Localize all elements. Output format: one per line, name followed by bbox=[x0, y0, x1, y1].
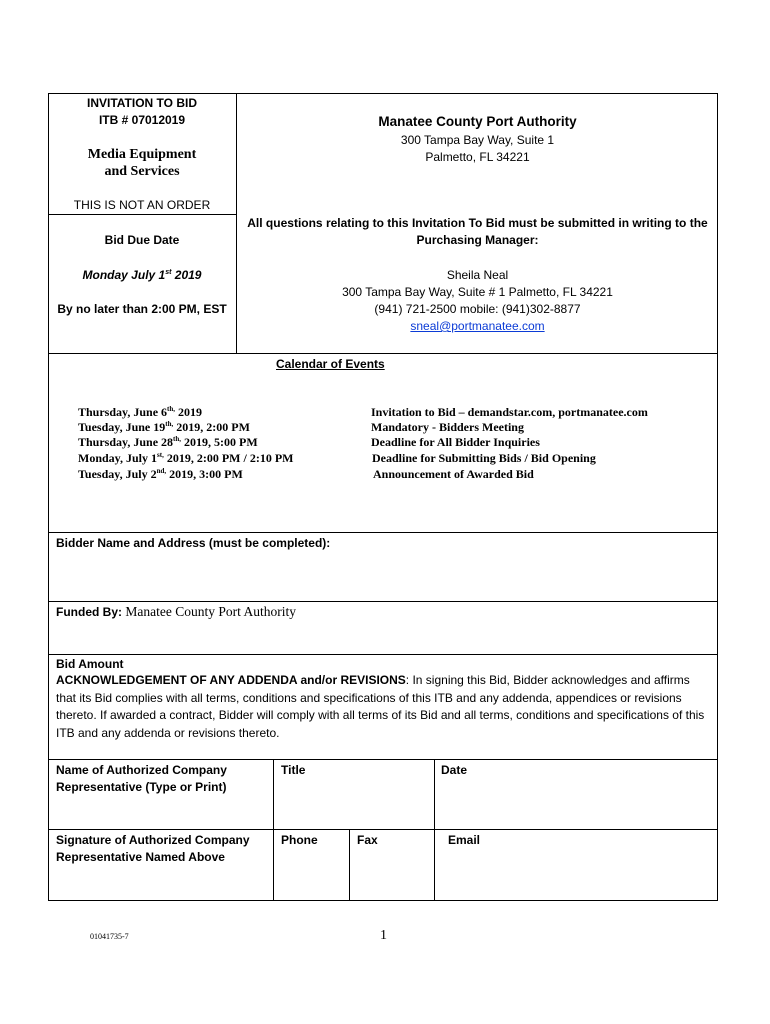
title-column-rule bbox=[273, 759, 274, 901]
bid-due-date: Monday July 1st 2019 bbox=[82, 268, 202, 282]
bidder-bottom-rule bbox=[48, 601, 718, 602]
rep-name-label-line1: Name of Authorized Company bbox=[56, 763, 227, 777]
ack-bottom-rule bbox=[48, 759, 718, 760]
document-number: 01041735-7 bbox=[90, 932, 129, 941]
event-date-2: Tuesday, June $19^{th,}$ 2019, 2:00 PM bbox=[78, 420, 250, 434]
email-column-rule bbox=[434, 829, 435, 901]
event-description-5: Announcement of Awarded Bid bbox=[373, 467, 534, 481]
calendar-heading: Calendar of Events bbox=[276, 357, 385, 371]
signature-row-rule bbox=[48, 829, 718, 830]
itb-number: ITB # 07012019 bbox=[98, 113, 186, 127]
acknowledgement-paragraph: ACKNOWLEDGEMENT OF ANY ADDENDA and/or REVISIONS: In signing this Bid, Bidder acknowledges and affirms that its Bid complies with all terms, conditions and specifications of this ITB and any addenda, appendices or revisions thereto. If awarded a contract, Bidder will comply with all terms of its Bid and all terms, conditions and specifications of this ITB and any addenda or revisions thereto. bbox=[56, 673, 705, 740]
contact-phones: (941) 721-2500 mobile: (941)302-8877 bbox=[374, 302, 581, 316]
event-date-1: Thursday, June $6^{th,}$ 2019 bbox=[78, 405, 203, 419]
bidder-input-area[interactable] bbox=[52, 553, 712, 597]
not-an-order: THIS IS NOT AN ORDER bbox=[73, 198, 211, 212]
date-field[interactable] bbox=[438, 780, 714, 826]
date-label: Date bbox=[441, 763, 468, 777]
title-label: Title bbox=[281, 763, 306, 777]
bid-deadline: By no later than 2:00 PM, EST bbox=[57, 302, 227, 316]
contact-email-link[interactable]: sneal@portmanatee.com bbox=[410, 319, 545, 333]
event-description-2: Mandatory - Bidders Meeting bbox=[371, 420, 524, 434]
authority-name: Manatee County Port Authority bbox=[378, 114, 577, 129]
bid-due-label: Bid Due Date bbox=[104, 233, 180, 247]
email-label: Email bbox=[448, 833, 481, 847]
contact-address: 300 Tampa Bay Way, Suite # 1 Palmetto, FL 34221 bbox=[342, 285, 613, 299]
event-description-3: Deadline for All Bidder Inquiries bbox=[371, 435, 540, 449]
title-field[interactable] bbox=[277, 780, 430, 826]
funded-label: Funded By: bbox=[56, 605, 122, 619]
signature-label-line1: Signature of Authorized Company bbox=[56, 833, 250, 847]
project-title-line1: Media Equipment bbox=[87, 147, 197, 162]
itb-title: INVITATION TO BID bbox=[87, 96, 197, 110]
fax-label: Fax bbox=[357, 833, 378, 847]
authority-address-line2: Palmetto, FL 34221 bbox=[425, 150, 530, 164]
phone-field[interactable] bbox=[277, 850, 345, 898]
rep-name-label-line2: Representative (Type or Print) bbox=[56, 780, 227, 794]
email-field[interactable] bbox=[438, 850, 714, 898]
authority-address-line1: 300 Tampa Bay Way, Suite 1 bbox=[400, 133, 555, 147]
not-order-rule bbox=[48, 214, 236, 215]
bid-amount-label: Bid Amount bbox=[56, 657, 124, 671]
project-title-line2: and Services bbox=[104, 164, 180, 179]
fax-column-rule bbox=[349, 829, 350, 901]
event-description-1: Invitation to Bid – demandstar.com, portmanatee.com bbox=[371, 405, 648, 419]
page-number: 1 bbox=[380, 928, 387, 943]
questions-line2: Purchasing Manager: bbox=[416, 233, 539, 247]
signature-label-line2: Representative Named Above bbox=[56, 850, 225, 864]
bidder-label: Bidder Name and Address (must be completed): bbox=[56, 536, 331, 550]
acknowledgement-label: ACKNOWLEDGEMENT OF ANY ADDENDA and/or REVISIONS bbox=[56, 673, 406, 687]
contact-email-row bbox=[237, 319, 718, 334]
event-description-4: Deadline for Submitting Bids / Bid Opening bbox=[372, 451, 596, 465]
event-date-4: Monday, July $1^{st,}$ 2019, 2:00 PM / 2:10 PM bbox=[78, 451, 294, 465]
date-column-rule bbox=[434, 759, 435, 830]
funded-row bbox=[56, 604, 296, 620]
header-bottom-rule bbox=[48, 353, 718, 354]
questions-line1: All questions relating to this Invitation To Bid must be submitted in writing to the bbox=[247, 216, 708, 230]
event-date-3: Thursday, June $28^{th,}$ 2019, 5:00 PM bbox=[78, 435, 258, 449]
funded-bottom-rule bbox=[48, 654, 718, 655]
calendar-bottom-rule bbox=[48, 532, 718, 533]
contact-name: Sheila Neal bbox=[446, 268, 509, 282]
event-date-5: Tuesday, July $2^{nd,}$ 2019, 3:00 PM bbox=[78, 467, 243, 481]
fax-field[interactable] bbox=[353, 850, 430, 898]
phone-label: Phone bbox=[281, 833, 318, 847]
funded-value: Manatee County Port Authority bbox=[125, 604, 296, 619]
